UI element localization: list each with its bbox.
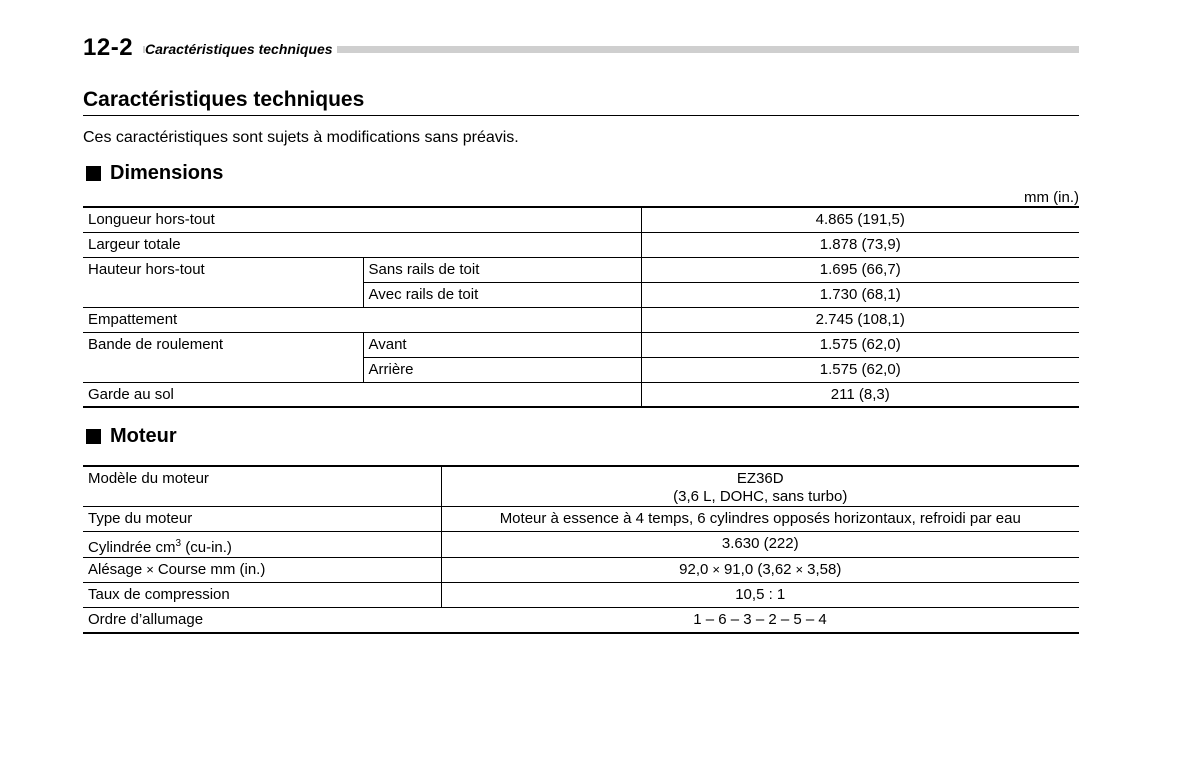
row-label: Bande de roulement: [83, 332, 363, 382]
row-value: 2.745 (108,1): [641, 307, 1079, 332]
row-value: Moteur à essence à 4 temps, 6 cylindres opposés horizontaux, refroidi par eau: [441, 507, 1079, 532]
row-label: [83, 532, 441, 558]
running-title: Caractéristiques techniques: [145, 41, 337, 57]
row-label: Empattement: [83, 307, 641, 332]
label-text: (cu-in.): [181, 539, 232, 556]
times-sign: ×: [795, 562, 804, 577]
square-bullet-icon: [86, 166, 101, 181]
times-sign: ×: [712, 562, 720, 577]
unit-label: mm (in.): [1024, 189, 1079, 206]
section-dimensions: [83, 162, 223, 185]
row-value: 1 – 6 – 3 – 2 – 5 – 4: [441, 608, 1079, 633]
table-row: [83, 207, 1079, 232]
row-value: 1.575 (62,0): [641, 357, 1079, 382]
row-label: Modèle du moteur: [83, 466, 441, 507]
row-label: Hauteur hors-tout: [83, 257, 363, 307]
table-row: [83, 332, 1079, 357]
value-text: 3,58): [807, 561, 842, 578]
row-value: [441, 466, 1079, 507]
table-row: [83, 558, 1079, 583]
row-label: Type du moteur: [83, 507, 441, 532]
table-row: [83, 532, 1079, 558]
superscript: 3: [175, 538, 182, 549]
row-value: [441, 558, 1079, 583]
section-moteur: [83, 425, 177, 448]
row-label: Ordre d’allumage: [83, 608, 441, 633]
section-moteur-title: Moteur: [110, 425, 177, 447]
row-value: 1.695 (66,7): [641, 257, 1079, 282]
label-text: Course mm (in.): [157, 561, 266, 578]
page-title: Caractéristiques techniques: [83, 88, 1079, 116]
intro-text: Ces caractéristiques sont sujets à modifications sans préavis.: [83, 129, 519, 146]
label-text: Cylindrée cm: [88, 539, 176, 556]
row-sublabel: Avant: [363, 332, 641, 357]
label-text: Alésage: [88, 561, 143, 578]
row-value: 4.865 (191,5): [641, 207, 1079, 232]
row-value: 1.575 (62,0): [641, 332, 1079, 357]
page-number: 12-2: [83, 34, 134, 61]
row-sublabel: Arrière: [363, 357, 641, 382]
row-label: [83, 558, 441, 583]
page-header: [83, 34, 1079, 62]
square-bullet-icon: [86, 429, 101, 444]
row-value: 10,5 : 1: [441, 583, 1079, 608]
engine-model: EZ36D: [736, 470, 784, 487]
row-label: Garde au sol: [83, 382, 641, 407]
row-label: Longueur hors-tout: [83, 207, 641, 232]
value-text: 91,0 (3,62: [723, 561, 792, 578]
times-sign: ×: [146, 562, 154, 577]
table-row: [83, 232, 1079, 257]
row-value: 3.630 (222): [441, 532, 1079, 558]
row-label: Largeur totale: [83, 232, 641, 257]
table-row: [83, 382, 1079, 407]
value-text: 92,0: [679, 561, 709, 578]
table-row: [83, 466, 1079, 507]
engine-table: [83, 465, 1079, 634]
row-value: 1.878 (73,9): [641, 232, 1079, 257]
row-sublabel: Avec rails de toit: [363, 282, 641, 307]
table-row: [83, 583, 1079, 608]
table-row: [83, 507, 1079, 532]
section-dimensions-title: Dimensions: [110, 162, 224, 184]
row-value: 1.730 (68,1): [641, 282, 1079, 307]
row-value: 211 (8,3): [641, 382, 1079, 407]
table-row: [83, 257, 1079, 282]
row-sublabel: Sans rails de toit: [363, 257, 641, 282]
table-row: [83, 307, 1079, 332]
row-label: Taux de compression: [83, 583, 441, 608]
table-row: [83, 608, 1079, 633]
dimensions-table: [83, 206, 1079, 408]
engine-model-detail: (3,6 L, DOHC, sans turbo): [673, 488, 848, 505]
